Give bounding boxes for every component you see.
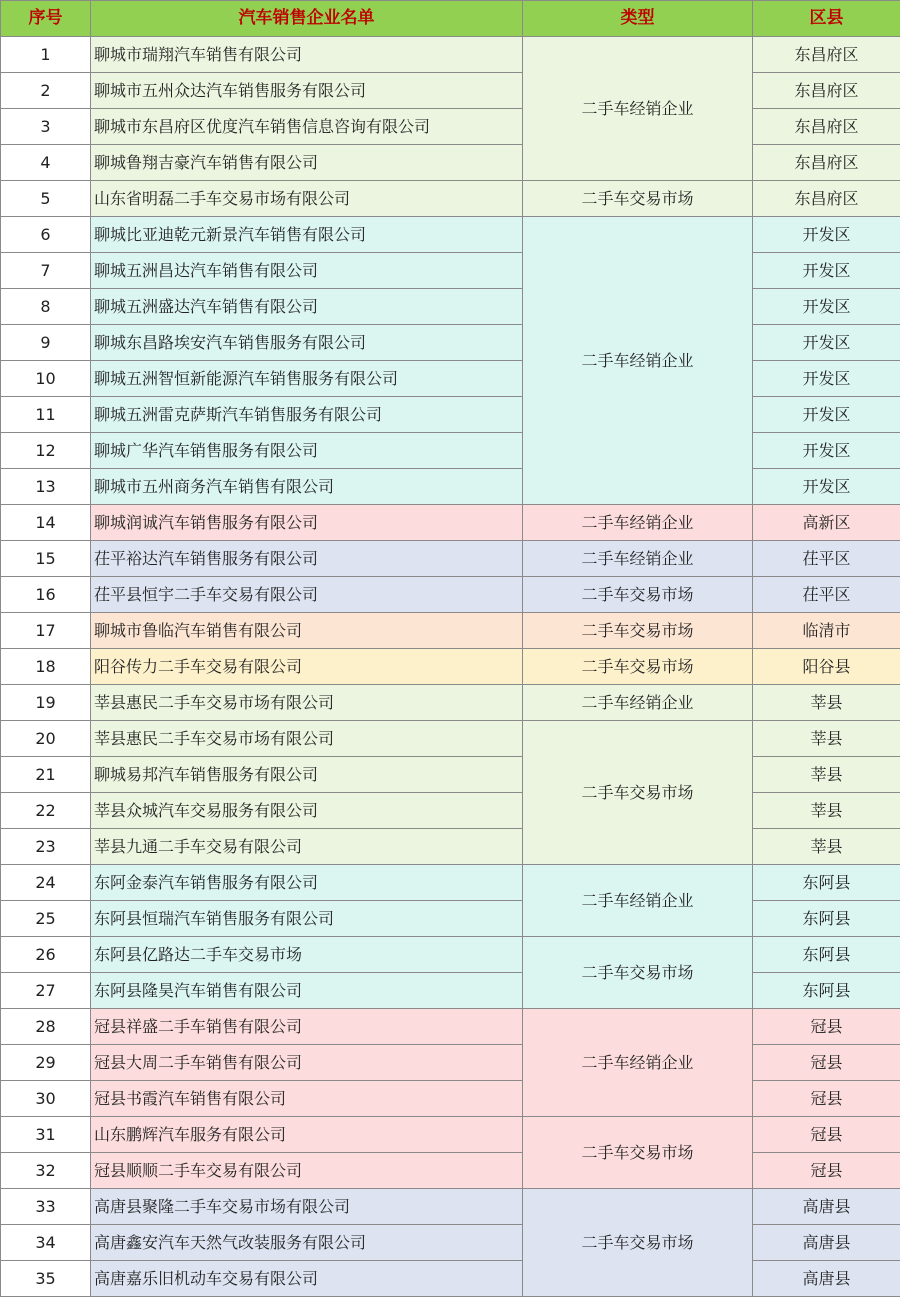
- row-number: 4: [1, 145, 91, 181]
- company-name: 聊城市东昌府区优度汽车销售信息咨询有限公司: [91, 109, 523, 145]
- company-type: 二手车经销企业: [523, 865, 753, 937]
- row-number: 22: [1, 793, 91, 829]
- row-number: 23: [1, 829, 91, 865]
- company-name: 高唐县聚隆二手车交易市场有限公司: [91, 1189, 523, 1225]
- company-name: 高唐鑫安汽车天然气改装服务有限公司: [91, 1225, 523, 1261]
- company-name: 聊城鲁翔吉豪汽车销售有限公司: [91, 145, 523, 181]
- table-row: [1, 289, 900, 325]
- company-name: 高唐嘉乐旧机动车交易有限公司: [91, 1261, 523, 1297]
- district: 冠县: [753, 1153, 900, 1189]
- district: 东昌府区: [753, 73, 900, 109]
- district: 东昌府区: [753, 145, 900, 181]
- company-name: 山东鹏辉汽车服务有限公司: [91, 1117, 523, 1153]
- row-number: 14: [1, 505, 91, 541]
- district: 东昌府区: [753, 181, 900, 217]
- company-name: 冠县书霞汽车销售有限公司: [91, 1081, 523, 1117]
- table-row: [1, 793, 900, 829]
- row-number: 6: [1, 217, 91, 253]
- company-name: 冠县顺顺二手车交易有限公司: [91, 1153, 523, 1189]
- district: 东阿县: [753, 973, 900, 1009]
- company-name: 聊城市瑞翔汽车销售有限公司: [91, 37, 523, 73]
- company-name: 聊城广华汽车销售服务有限公司: [91, 433, 523, 469]
- row-number: 7: [1, 253, 91, 289]
- header-name: 汽车销售企业名单: [91, 1, 523, 37]
- table-row: [1, 829, 900, 865]
- district: 开发区: [753, 253, 900, 289]
- district: 开发区: [753, 217, 900, 253]
- district: 莘县: [753, 829, 900, 865]
- company-name: 聊城市五州众达汽车销售服务有限公司: [91, 73, 523, 109]
- table-row: [1, 937, 900, 973]
- district: 东阿县: [753, 937, 900, 973]
- company-name: 聊城五洲昌达汽车销售有限公司: [91, 253, 523, 289]
- row-number: 27: [1, 973, 91, 1009]
- district: 开发区: [753, 361, 900, 397]
- company-name: 东阿县隆昊汽车销售有限公司: [91, 973, 523, 1009]
- district: 冠县: [753, 1117, 900, 1153]
- district: 茌平区: [753, 541, 900, 577]
- company-type: 二手车交易市场: [523, 181, 753, 217]
- table-row: [1, 973, 900, 1009]
- company-type: 二手车经销企业: [523, 685, 753, 721]
- row-number: 32: [1, 1153, 91, 1189]
- district: 冠县: [753, 1081, 900, 1117]
- company-name: 聊城东昌路埃安汽车销售服务有限公司: [91, 325, 523, 361]
- district: 高唐县: [753, 1225, 900, 1261]
- row-number: 34: [1, 1225, 91, 1261]
- table-row: [1, 1081, 900, 1117]
- company-type: 二手车交易市场: [523, 613, 753, 649]
- company-name: 聊城比亚迪乾元新景汽车销售有限公司: [91, 217, 523, 253]
- table-row: [1, 541, 900, 577]
- company-name: 莘县九通二手车交易有限公司: [91, 829, 523, 865]
- table-row: [1, 1153, 900, 1189]
- row-number: 12: [1, 433, 91, 469]
- district: 东阿县: [753, 865, 900, 901]
- row-number: 9: [1, 325, 91, 361]
- company-type: 二手车交易市场: [523, 1189, 753, 1297]
- row-number: 10: [1, 361, 91, 397]
- table-row: [1, 649, 900, 685]
- company-name: 聊城市鲁临汽车销售有限公司: [91, 613, 523, 649]
- table-row: [1, 901, 900, 937]
- table-row: [1, 685, 900, 721]
- row-number: 16: [1, 577, 91, 613]
- table-row: [1, 1117, 900, 1153]
- table-row: [1, 145, 900, 181]
- company-type: 二手车经销企业: [523, 37, 753, 181]
- district: 开发区: [753, 469, 900, 505]
- district: 阳谷县: [753, 649, 900, 685]
- district: 东阿县: [753, 901, 900, 937]
- table-row: [1, 613, 900, 649]
- row-number: 15: [1, 541, 91, 577]
- company-type: 二手车交易市场: [523, 937, 753, 1009]
- row-number: 28: [1, 1009, 91, 1045]
- company-name: 茌平裕达汽车销售服务有限公司: [91, 541, 523, 577]
- row-number: 25: [1, 901, 91, 937]
- company-name: 茌平县恒宇二手车交易有限公司: [91, 577, 523, 613]
- district: 临清市: [753, 613, 900, 649]
- company-name: 山东省明磊二手车交易市场有限公司: [91, 181, 523, 217]
- company-name: 莘县惠民二手车交易市场有限公司: [91, 685, 523, 721]
- table-row: [1, 577, 900, 613]
- district: 东昌府区: [753, 109, 900, 145]
- row-number: 30: [1, 1081, 91, 1117]
- company-name: 莘县惠民二手车交易市场有限公司: [91, 721, 523, 757]
- district: 开发区: [753, 325, 900, 361]
- company-type: 二手车经销企业: [523, 217, 753, 505]
- row-number: 18: [1, 649, 91, 685]
- company-name: 聊城市五州商务汽车销售有限公司: [91, 469, 523, 505]
- table-row: [1, 109, 900, 145]
- row-number: 29: [1, 1045, 91, 1081]
- district: 莘县: [753, 721, 900, 757]
- table-row: [1, 721, 900, 757]
- table-row: [1, 181, 900, 217]
- table-row: [1, 253, 900, 289]
- company-type: 二手车经销企业: [523, 505, 753, 541]
- company-name: 东阿县亿路达二手车交易市场: [91, 937, 523, 973]
- table-row: [1, 217, 900, 253]
- company-name: 冠县大周二手车销售有限公司: [91, 1045, 523, 1081]
- company-type: 二手车交易市场: [523, 649, 753, 685]
- district: 冠县: [753, 1045, 900, 1081]
- table-row: [1, 1189, 900, 1225]
- table-row: [1, 37, 900, 73]
- company-type: 二手车经销企业: [523, 1009, 753, 1117]
- company-name: 聊城五洲智恒新能源汽车销售服务有限公司: [91, 361, 523, 397]
- company-name: 东阿县恒瑞汽车销售服务有限公司: [91, 901, 523, 937]
- table-row: [1, 505, 900, 541]
- table-row: [1, 1009, 900, 1045]
- company-name: 阳谷传力二手车交易有限公司: [91, 649, 523, 685]
- header-type: 类型: [523, 1, 753, 37]
- row-number: 33: [1, 1189, 91, 1225]
- company-name: 东阿金泰汽车销售服务有限公司: [91, 865, 523, 901]
- table-row: [1, 325, 900, 361]
- row-number: 11: [1, 397, 91, 433]
- row-number: 13: [1, 469, 91, 505]
- company-name: 聊城五洲盛达汽车销售有限公司: [91, 289, 523, 325]
- company-name: 聊城润诚汽车销售服务有限公司: [91, 505, 523, 541]
- district: 东昌府区: [753, 37, 900, 73]
- district: 高唐县: [753, 1261, 900, 1297]
- row-number: 19: [1, 685, 91, 721]
- row-number: 2: [1, 73, 91, 109]
- table-row: [1, 865, 900, 901]
- table-row: [1, 397, 900, 433]
- row-number: 35: [1, 1261, 91, 1297]
- header-district: 区县: [753, 1, 900, 37]
- company-type: 二手车交易市场: [523, 577, 753, 613]
- table-row: [1, 73, 900, 109]
- table-row: [1, 757, 900, 793]
- row-number: 20: [1, 721, 91, 757]
- row-number: 3: [1, 109, 91, 145]
- district: 高新区: [753, 505, 900, 541]
- table-body: [1, 37, 900, 1297]
- table-row: [1, 361, 900, 397]
- table-row: [1, 433, 900, 469]
- company-name: 冠县祥盛二手车销售有限公司: [91, 1009, 523, 1045]
- table-row: [1, 1225, 900, 1261]
- district: 开发区: [753, 397, 900, 433]
- district: 茌平区: [753, 577, 900, 613]
- row-number: 31: [1, 1117, 91, 1153]
- district: 莘县: [753, 685, 900, 721]
- table-row: [1, 469, 900, 505]
- district: 莘县: [753, 757, 900, 793]
- company-type: 二手车经销企业: [523, 541, 753, 577]
- company-type: 二手车交易市场: [523, 721, 753, 865]
- row-number: 8: [1, 289, 91, 325]
- row-number: 5: [1, 181, 91, 217]
- company-type: 二手车交易市场: [523, 1117, 753, 1189]
- district: 开发区: [753, 289, 900, 325]
- district: 冠县: [753, 1009, 900, 1045]
- header-row: [1, 1, 900, 37]
- table-row: [1, 1045, 900, 1081]
- company-name: 聊城易邦汽车销售服务有限公司: [91, 757, 523, 793]
- table-row: [1, 1261, 900, 1297]
- district: 开发区: [753, 433, 900, 469]
- row-number: 1: [1, 37, 91, 73]
- header-num: 序号: [1, 1, 91, 37]
- row-number: 26: [1, 937, 91, 973]
- row-number: 17: [1, 613, 91, 649]
- company-name: 聊城五洲雷克萨斯汽车销售服务有限公司: [91, 397, 523, 433]
- row-number: 24: [1, 865, 91, 901]
- district: 莘县: [753, 793, 900, 829]
- row-number: 21: [1, 757, 91, 793]
- district: 高唐县: [753, 1189, 900, 1225]
- company-name: 莘县众城汽车交易服务有限公司: [91, 793, 523, 829]
